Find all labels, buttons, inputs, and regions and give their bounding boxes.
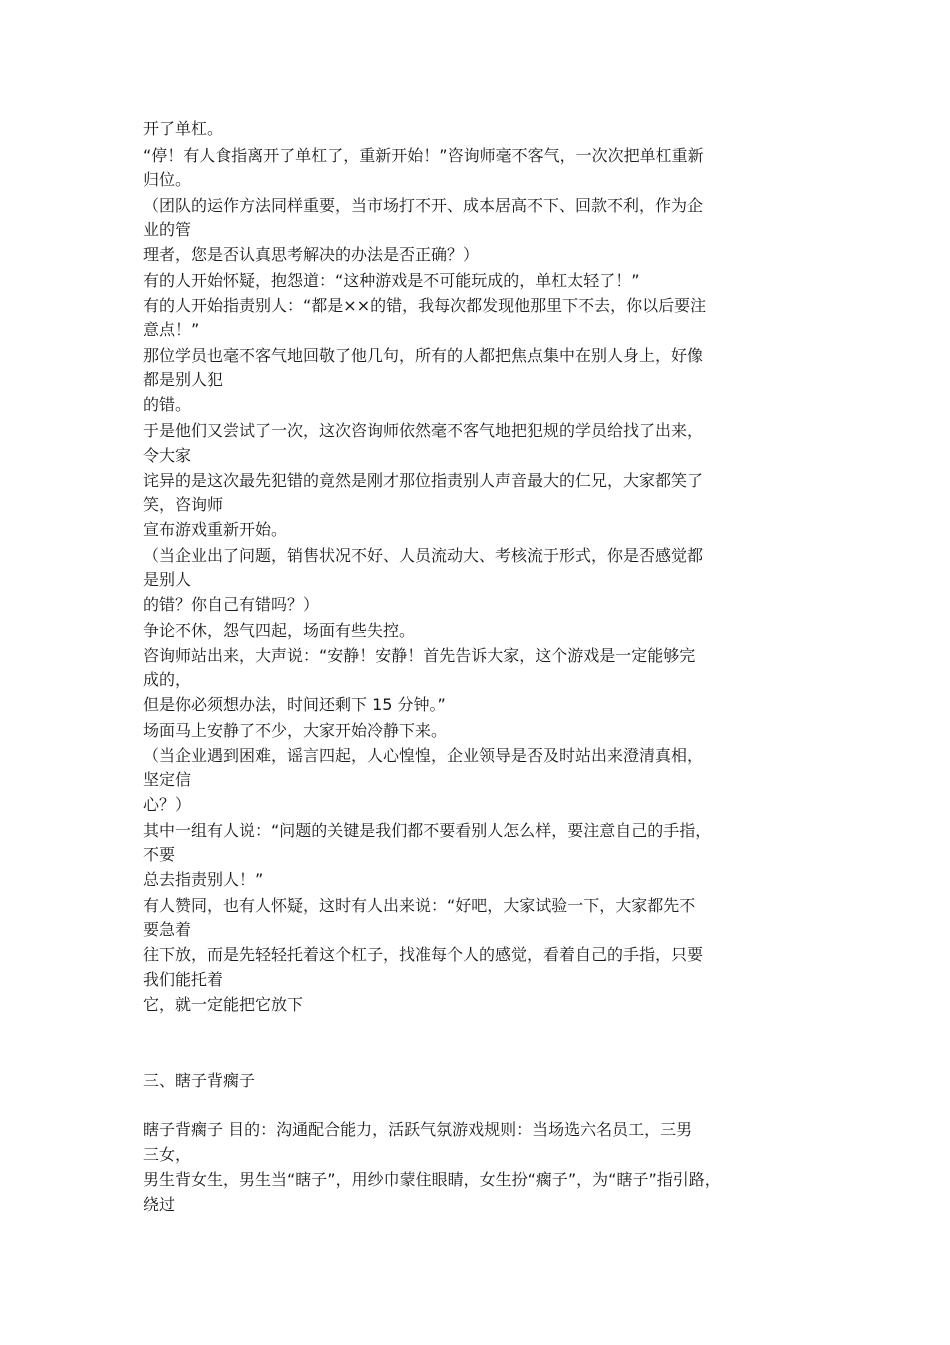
text-line: 它，就一定能把它放下: [143, 995, 304, 1014]
text-line: “停！有人食指离开了单杠了，重新开始！”咨询师毫不客气，一次次把单杠重新: [143, 146, 704, 165]
text-line: 绕过: [143, 1195, 176, 1214]
text-line: 有的人开始指责别人：“都是××的错，我每次都发现他那里下不去，你以后要注: [143, 296, 707, 315]
text-line: 心？）: [143, 795, 192, 814]
text-line: 但是你必须想办法，时间还剩下 15 分钟。”: [143, 695, 446, 714]
text-line: 我们能托着: [143, 970, 224, 989]
text-line: （当企业出了问题，销售状况不好、人员流动大、考核流于形式，你是否感觉都: [143, 546, 704, 565]
text-line: 成的，: [143, 670, 192, 689]
text-line: 的错。: [143, 395, 192, 414]
text-line: 要急着: [143, 920, 192, 939]
text-line: 笑，咨询师: [143, 495, 224, 514]
text-line: 意点！”: [143, 320, 200, 339]
text-line: 其中一组有人说：“问题的关键是我们都不要看别人怎么样，要注意自己的手指，: [143, 821, 712, 840]
text-line: 开了单杠。: [143, 119, 224, 138]
text-line: 瞎子背瘸子 目的：沟通配合能力，活跃气氛游戏规则：当场选六名员工，三男: [143, 1120, 693, 1139]
text-line: 理者，您是否认真思考解决的办法是否正确？）: [143, 245, 480, 264]
text-line: （团队的运作方法同样重要，当市场打不开、成本居高不下、回款不利，作为企: [143, 196, 704, 215]
text-line: 于是他们又尝试了一次，这次咨询师依然毫不客气地把犯规的学员给找了出来，: [143, 421, 704, 440]
text-line: 归位。: [143, 170, 192, 189]
text-line: 往下放，而是先轻轻托着这个杠子，找准每个人的感觉，看着自己的手指，只要: [143, 945, 704, 964]
text-line: 男生背女生，男生当“瞎子”，用纱巾蒙住眼睛，女生扮“瘸子”，为“瞎子”指引路，: [143, 1170, 721, 1189]
text-line: 诧异的是这次最先犯错的竟然是刚才那位指责别人声音最大的仁兄，大家都笑了: [143, 471, 704, 490]
text-line: 场面马上安静了不少，大家开始冷静下来。: [143, 721, 448, 740]
text-line: 宣布游戏重新开始。: [143, 520, 288, 539]
text-line: 令大家: [143, 446, 192, 465]
text-line: 那位学员也毫不客气地回敬了他几句，所有的人都把焦点集中在别人身上，好像: [143, 346, 704, 365]
section-heading: 三、瞎子背瘸子: [143, 1071, 256, 1090]
text-line: 的错？你自己有错吗？）: [143, 595, 320, 614]
text-line: 业的管: [143, 220, 192, 239]
text-line: 坚定信: [143, 770, 192, 789]
text-line: 总去指责别人！”: [143, 870, 264, 889]
text-line: 咨询师站出来，大声说：“安静！安静！首先告诉大家，这个游戏是一定能够完: [143, 646, 696, 665]
text-line: （当企业遇到困难，谣言四起，人心惶惶，企业领导是否及时站出来澄清真相，: [143, 746, 704, 765]
text-line: 三女，: [143, 1145, 192, 1164]
text-line: 有人赞同，也有人怀疑，这时有人出来说：“好吧，大家试验一下，大家都先不: [143, 896, 696, 915]
text-line: 是别人: [143, 570, 192, 589]
text-line: 都是别人犯: [143, 370, 224, 389]
text-line: 有的人开始怀疑，抱怨道：“这种游戏是不可能玩成的，单杠太轻了！”: [143, 271, 640, 290]
text-line: 不要: [143, 845, 176, 864]
text-line: 争论不休，怨气四起，场面有些失控。: [143, 621, 416, 640]
